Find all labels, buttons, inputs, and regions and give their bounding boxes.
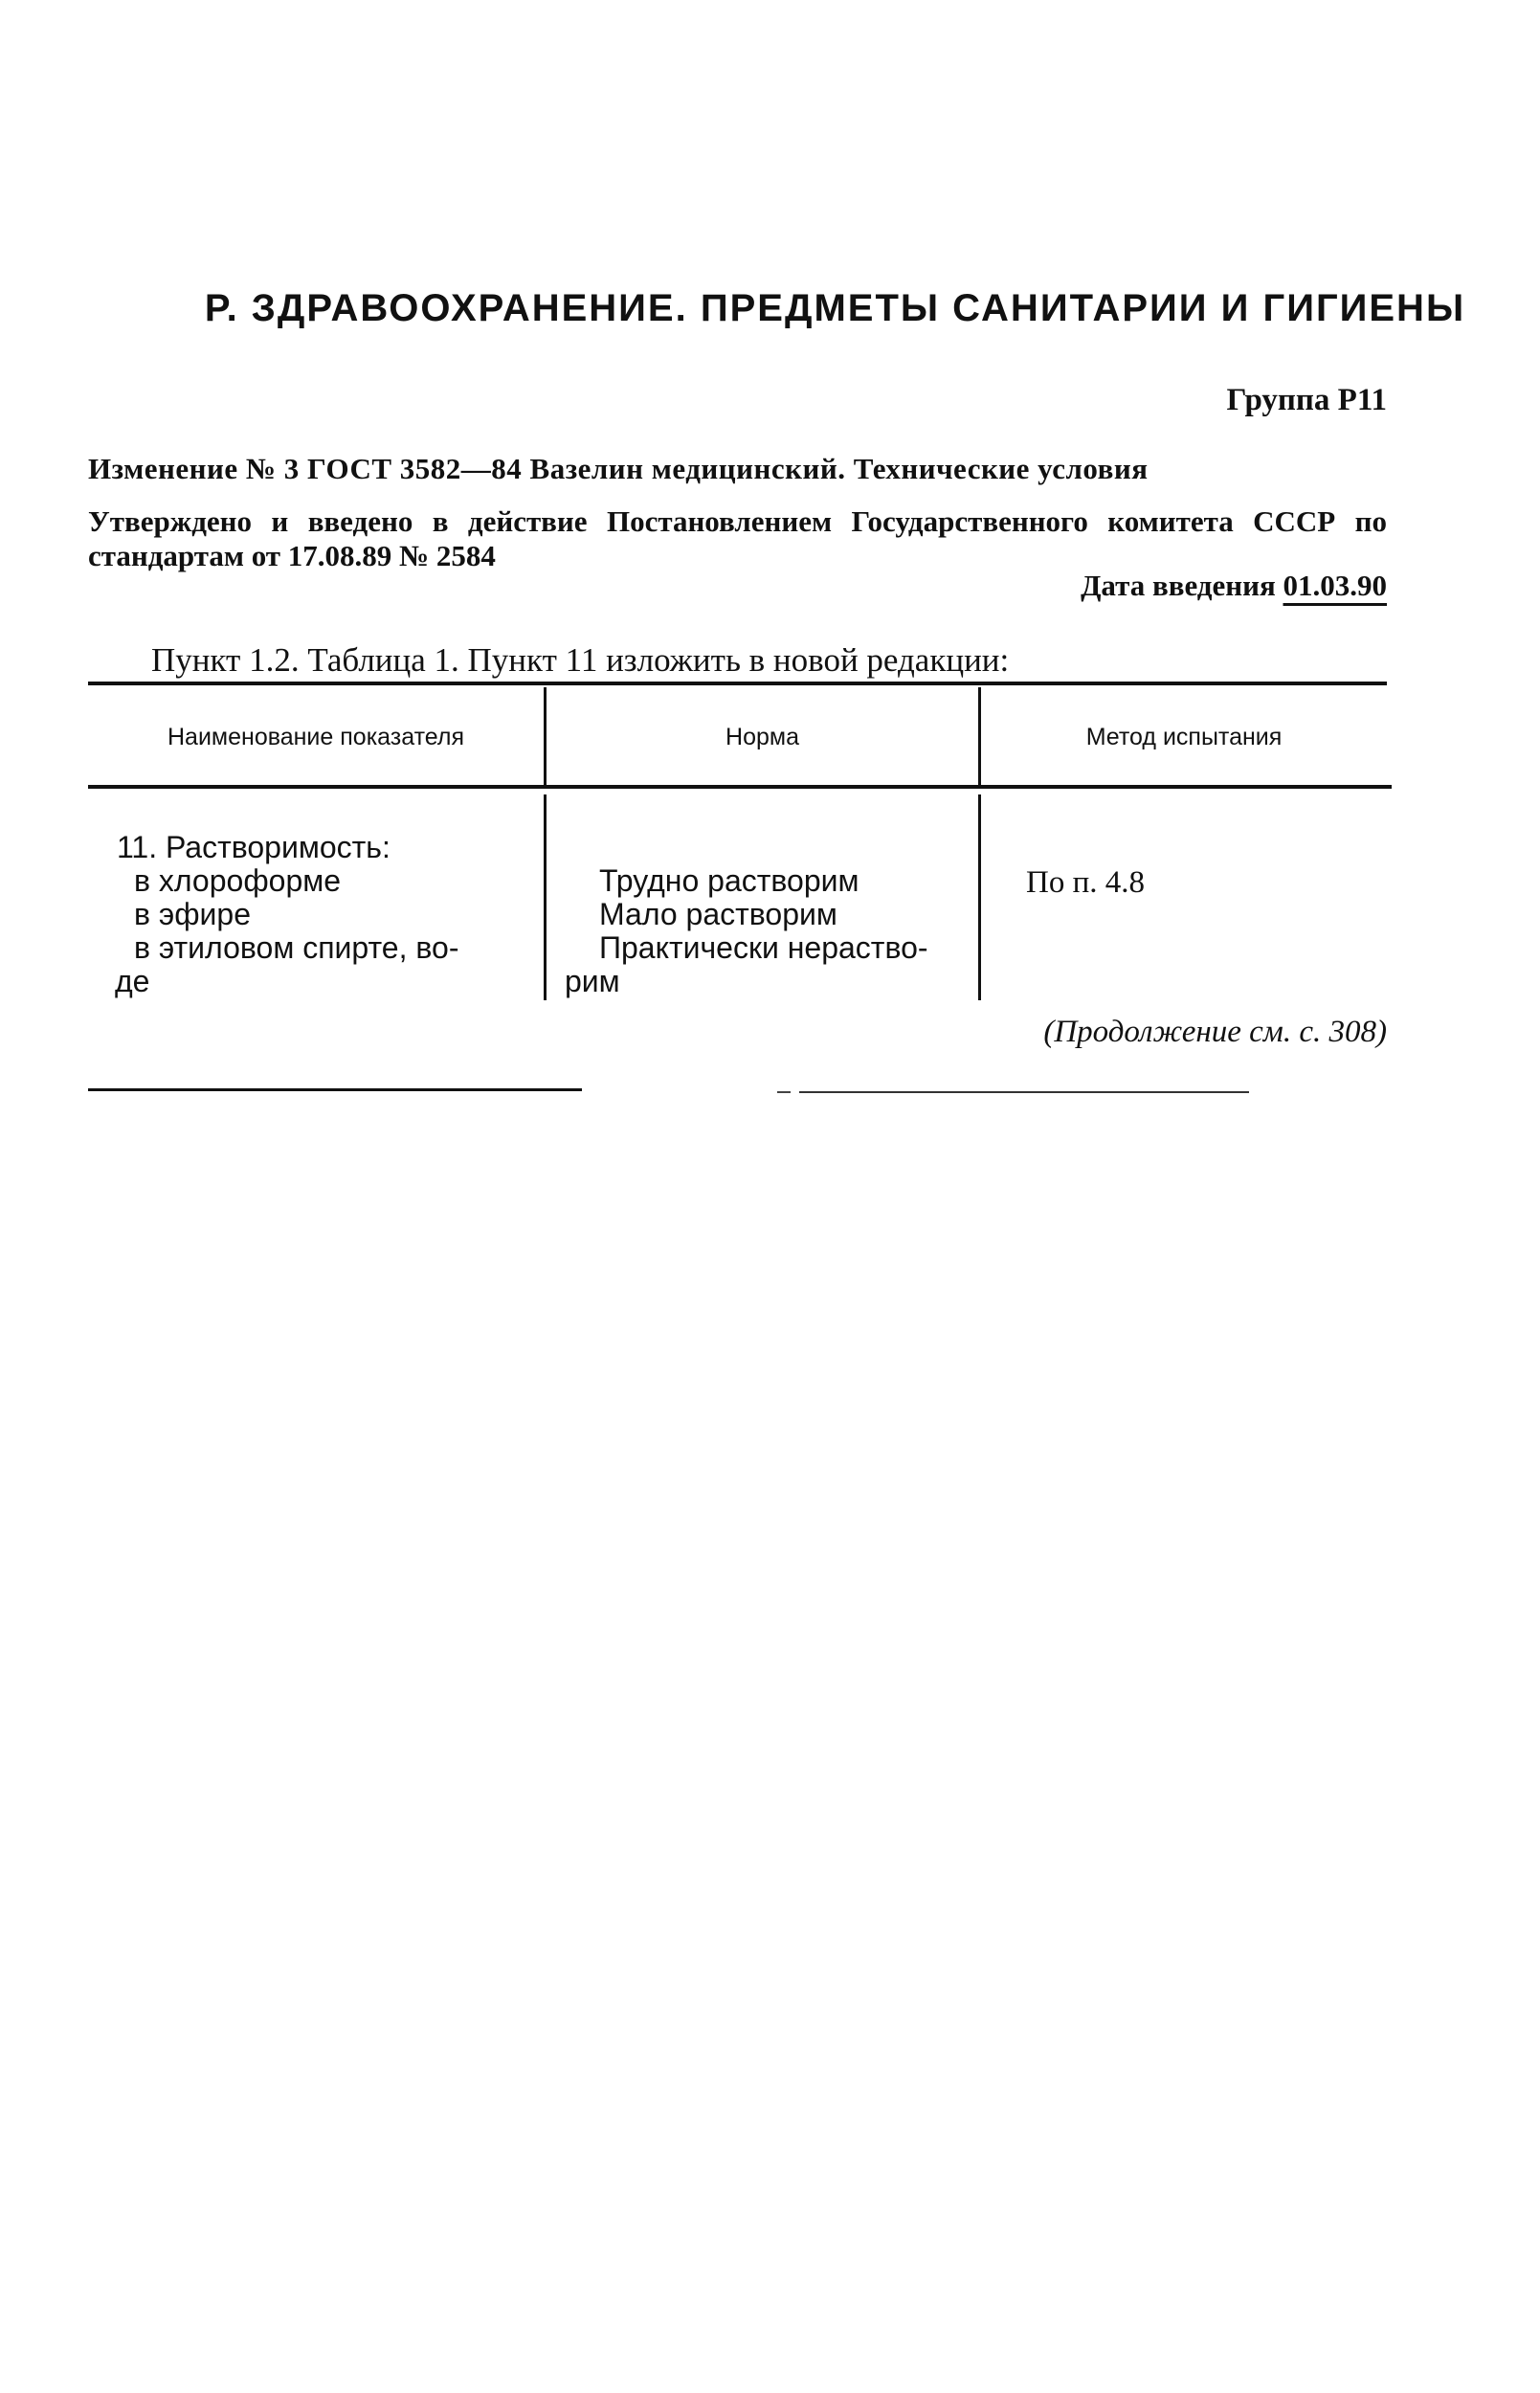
table-header-method: Метод испытания	[1085, 724, 1283, 750]
norm-line: Трудно растворим	[599, 863, 859, 898]
footer-rule-left	[88, 1088, 582, 1091]
table-col-divider-2-body	[978, 794, 981, 1000]
table-row	[117, 831, 538, 998]
method-cell: По п. 4.8	[1026, 865, 1145, 900]
date-value: 01.03.90	[1283, 569, 1387, 602]
table-header-rule	[88, 785, 1392, 789]
indicator-line: 11. Растворимость:	[117, 830, 391, 864]
date-label: Дата введения	[1081, 569, 1276, 602]
norm-cell	[565, 864, 976, 998]
approval-text: Утверждено и введено в действие Постановлением Государственного комитета СССР по стандартам от 17.08.89 № 2584	[88, 504, 1387, 572]
table-col-divider-1-body	[544, 794, 547, 1000]
instruction-text: Пункт 1.2. Таблица 1. Пункт 11 изложить в новой редакции:	[151, 641, 1010, 679]
continuation-note: (Продолжение см. с. 308)	[1043, 1015, 1387, 1049]
table-header-norm: Норма	[725, 724, 799, 750]
indicator-line: в хлороформе	[134, 863, 342, 898]
footer-rule-right	[799, 1091, 1249, 1093]
group-label: Группа Р11	[1226, 383, 1387, 417]
norm-line: Мало растворим	[599, 897, 837, 931]
effective-date	[1081, 569, 1387, 603]
norm-line: рим	[565, 964, 620, 998]
footer-rule-dash	[777, 1091, 791, 1093]
indicator-line: де	[115, 964, 150, 998]
change-title: Изменение № 3 ГОСТ 3582—84 Вазелин медицинский. Технические условия	[88, 452, 1149, 485]
section-title: Р. ЗДРАВООХРАНЕНИЕ. ПРЕДМЕТЫ САНИТАРИИ И ГИГИЕНЫ	[204, 287, 1466, 329]
norm-line: Практически нераство-	[599, 930, 928, 965]
table-top-rule	[88, 682, 1387, 685]
indicator-line: в эфире	[134, 897, 252, 931]
table-header-indicator: Наименование показателя	[167, 724, 464, 750]
indicator-line: в этиловом спирте, во-	[134, 930, 459, 965]
